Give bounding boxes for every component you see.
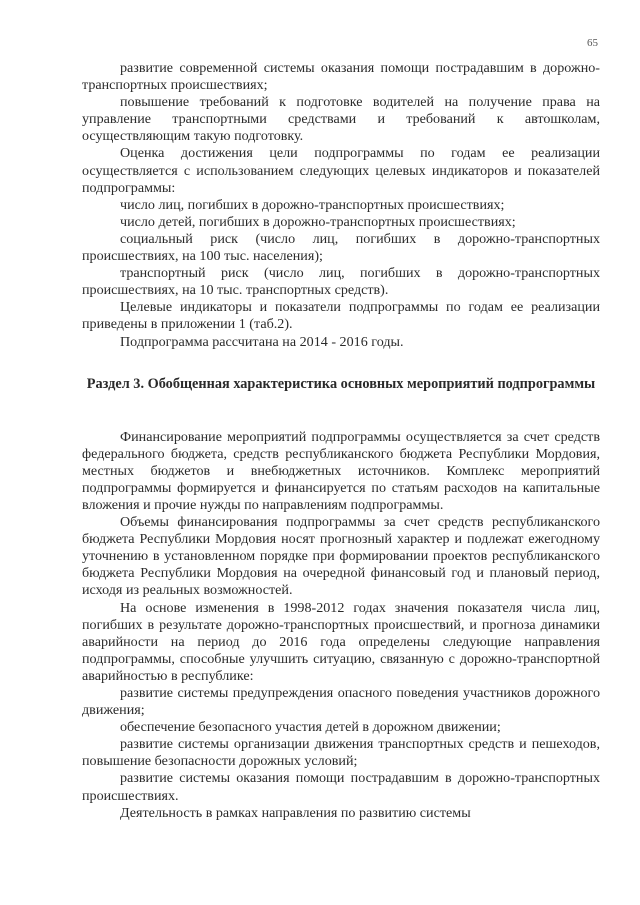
paragraph: Подпрограмма рассчитана на 2014 - 2016 годы. xyxy=(120,333,404,350)
paragraph: число детей, погибших в дорожно-транспортных происшествиях; xyxy=(120,213,516,230)
paragraph: Деятельность в рамках направления по развитию системы xyxy=(120,804,471,821)
section-heading: Раздел 3. Обобщенная характеристика основных мероприятий подпрограммы xyxy=(86,375,596,392)
page-number: 65 xyxy=(587,37,598,49)
paragraph: Оценка достижения цели подпрограммы по годам ее реализации осуществляется с использованием следующих целевых индикаторов и показателей подпрограммы: xyxy=(82,145,600,196)
paragraph: Целевые индикаторы и показатели подпрограммы по годам ее реализации приведены в приложении 1 (таб.2). xyxy=(82,299,600,333)
paragraph: транспортный риск (число лиц, погибших в дорожно-транспортных происшествиях, на 10 тыс. транспортных средств). xyxy=(82,265,600,299)
paragraph: Финансирование мероприятий подпрограммы осуществляется за счет средств федерального бюджета, средств республиканского бюджета Республики Мордовия, местных бюджетов и внебюджетных источников. Комплекс мероприятий подпрограммы формируется и финансируется по статьям расходов на капитальные вложения и прочие нужды по направлениям подпрограммы. xyxy=(82,428,600,513)
document-body xyxy=(82,60,600,822)
paragraph: социальный риск (число лиц, погибших в дорожно-транспортных происшествиях, на 100 тыс. населения); xyxy=(82,230,600,265)
paragraph: развитие системы организации движения транспортных средств и пешеходов, повышение безопасности дорожных условий; xyxy=(82,736,600,770)
paragraph: На основе изменения в 1998-2012 годах значения показателя числа лиц, погибших в результате дорожно-транспортных происшествий, и прогноза динамики аварийности на период до 2016 года определены следующие направления подпрограммы, способные улучшить ситуацию, связанную с дорожно-транспортной аварийностью в республике: xyxy=(82,599,600,684)
paragraph: развитие системы оказания помощи пострадавшим в дорожно-транспортных происшествиях. xyxy=(82,770,600,804)
paragraph: повышение требований к подготовке водителей на получение права на управление транспортными средствами и требований к автошколам, осуществляющим такую подготовку. xyxy=(82,94,600,145)
paragraph: развитие современной системы оказания помощи пострадавшим в дорожно-транспортных происшествиях; xyxy=(82,60,600,94)
paragraph: обеспечение безопасного участия детей в дорожном движении; xyxy=(120,719,501,736)
paragraph: Объемы финансирования подпрограммы за счет средств республиканского бюджета Республики Мордовия носят прогнозный характер и подлежат ежегодному уточнению в установленном порядке при формировании проектов республиканского бюджета Республики Мордовия на очередной финансовый год и плановый период, исходя из реальных возможностей. xyxy=(82,514,600,599)
paragraph: число лиц, погибших в дорожно-транспортных происшествиях; xyxy=(120,196,505,213)
paragraph: развитие системы предупреждения опасного поведения участников дорожного движения; xyxy=(82,685,600,719)
document-page xyxy=(82,0,600,905)
